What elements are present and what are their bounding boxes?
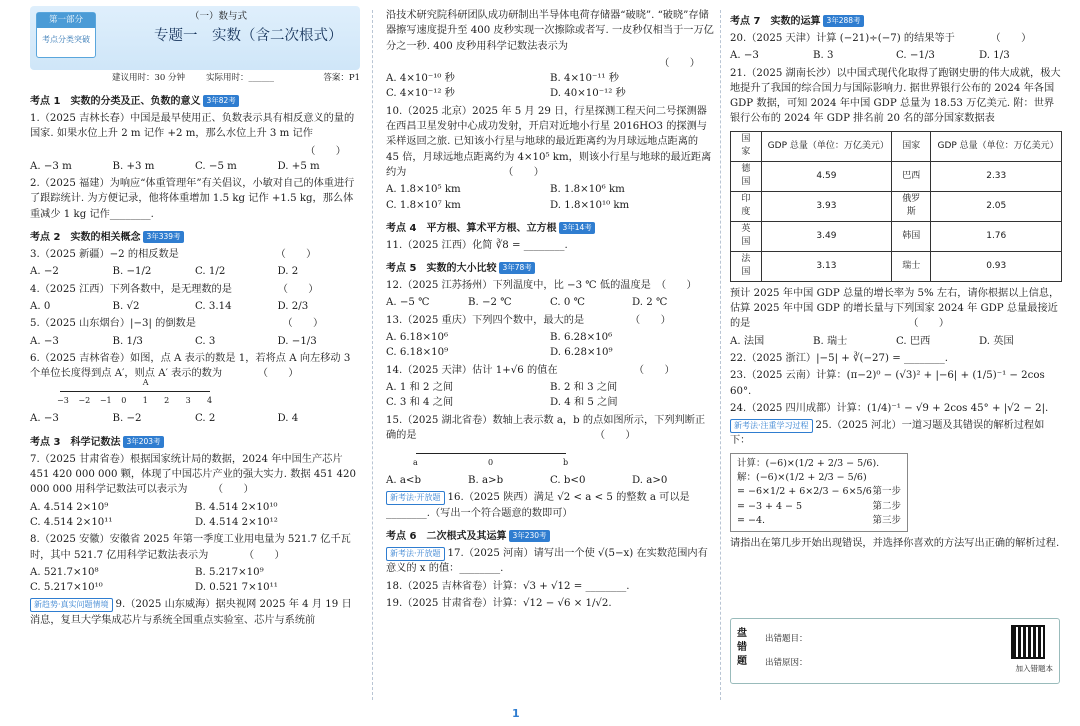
option: A. −5 ℃ xyxy=(386,297,430,309)
option: D. 英国 xyxy=(979,335,1014,347)
question-text: 18.（2025 吉林省卷）计算：√3 + √12 = ________. xyxy=(386,580,630,592)
frequency-badge: 3年288考 xyxy=(823,15,863,27)
option: D. 40×10⁻¹² 秒 xyxy=(550,88,626,100)
question-tag: 新考法·开放题 xyxy=(386,491,445,505)
option-list xyxy=(30,334,360,349)
option: B. 2 和 3 之间 xyxy=(550,381,618,393)
option: C. 3.14 xyxy=(195,300,232,312)
frequency-badge: 3年14考 xyxy=(559,222,594,234)
option: D. +5 m xyxy=(277,160,320,172)
option-list xyxy=(730,48,1062,63)
question-text: 9.（2025 山东威海）据央视网 2025 年 4 月 19 日消息，复旦大学集成芯片与系统全国重点实验室、芯片与系统前 xyxy=(30,599,352,626)
table-cell: 韩国 xyxy=(892,221,931,251)
table-row xyxy=(731,191,1062,221)
table-cell: 印度 xyxy=(731,191,762,221)
option: A. 6.18×10⁶ xyxy=(386,332,449,344)
option: C. −5 m xyxy=(195,160,237,172)
question xyxy=(386,579,714,594)
option: B. −2 ℃ xyxy=(468,297,512,309)
question-text: 22.（2025 浙江）|−5| + ∛(−27) = ________. xyxy=(730,352,948,364)
part-tag-top: 第一部分 xyxy=(37,13,95,28)
question xyxy=(30,351,360,382)
question xyxy=(386,8,714,54)
option-list xyxy=(386,182,714,213)
section-title-text: 考点 4 平方根、算术平方根、立方根 xyxy=(386,222,557,234)
number-line-axis xyxy=(60,391,210,392)
question xyxy=(30,597,360,628)
table-cell: 法国 xyxy=(731,251,762,281)
section-header xyxy=(30,6,360,70)
option: C. 0 ℃ xyxy=(550,297,586,309)
qr-code-icon[interactable] xyxy=(1011,625,1045,659)
number-line-tick-label: 3 xyxy=(185,396,191,406)
table-cell: 0.93 xyxy=(931,251,1062,281)
option: C. 2 xyxy=(195,413,216,425)
table-row xyxy=(731,251,1062,281)
part-tag-bottom: 考点分类突破 xyxy=(42,35,90,44)
number-line-axis xyxy=(416,453,566,454)
option: B. 4×10⁻¹¹ 秒 xyxy=(550,73,619,85)
option: B. a>b xyxy=(468,475,504,487)
question xyxy=(30,452,360,498)
option: D. −1/3 xyxy=(277,335,317,347)
question xyxy=(386,363,714,378)
number-line xyxy=(413,445,714,471)
table-cell: 3.49 xyxy=(761,221,891,251)
option-list xyxy=(30,500,360,531)
question xyxy=(730,286,1062,332)
option: B. 5.217×10⁹ xyxy=(195,566,264,578)
table-row xyxy=(731,161,1062,191)
question-text: 25.（2025 河北）一道习题及其错误的解析过程如下： xyxy=(730,420,1045,447)
step-expression: = −4. xyxy=(737,514,766,526)
question xyxy=(30,282,360,297)
question-text: 沿技术研究院科研团队成功研制出半导体电荷存储器“破晓”. “破晓”存储器擦写速度提升至 400 皮秒实现一次擦除或者写. 一皮秒仅相当于一万亿分之一秒. 400 皮秒用科学记数法表示为 xyxy=(386,10,714,52)
question-text: 6.（2025 吉林省卷）如图，点 A 表示的数是 1，若将点 A 向左移动 3 个单位长度得到点 A′，则点 A′ 表示的数为 （ ） xyxy=(30,352,351,380)
step-label: 第一步 xyxy=(872,486,901,498)
question xyxy=(730,401,1062,416)
question xyxy=(730,31,1062,46)
frequency-badge: 3年203考 xyxy=(123,436,163,448)
question xyxy=(730,351,1062,366)
answer-ref: 答案：P1 xyxy=(323,73,360,83)
question xyxy=(30,316,360,331)
option: D. 4.514 2×10¹² xyxy=(195,516,278,528)
option: C. 4×10⁻¹² 秒 xyxy=(386,88,455,100)
frequency-badge: 3年230考 xyxy=(509,530,549,542)
number-line-tick-label: a xyxy=(413,458,418,468)
option: A. −3 m xyxy=(30,160,72,172)
frequency-badge: 3年78考 xyxy=(499,262,534,274)
question xyxy=(386,313,714,328)
number-line-tick-label: 1 xyxy=(142,396,148,406)
question xyxy=(730,368,1062,399)
column-1 xyxy=(30,6,360,630)
option: D. 4 xyxy=(277,413,299,425)
table-header: GDP 总量（单位：万亿美元） xyxy=(761,131,891,161)
question-text: 14.（2025 天津）估计 1+√6 的值在 （ ） xyxy=(386,364,675,376)
question-text: 19.（2025 甘肃省卷）计算：√12 − √6 × 1/√2. xyxy=(386,597,612,609)
option: D. a>0 xyxy=(632,475,668,487)
step-label: 第二步 xyxy=(872,500,901,512)
option: D. 1/3 xyxy=(979,50,1010,62)
option: B. 1/3 xyxy=(112,335,143,347)
option: C. 6.18×10⁹ xyxy=(386,347,449,359)
page-number: 1 xyxy=(512,707,520,720)
notebook-line-1: 出错题目： xyxy=(765,634,808,644)
section-title xyxy=(730,14,1062,29)
section-title xyxy=(30,94,360,109)
question-text: 3.（2025 新疆）−2 的相反数是 （ ） xyxy=(30,249,317,261)
option-list xyxy=(386,330,714,361)
number-line-tick-label: −3 xyxy=(57,396,69,406)
option: D. 0.521 7×10¹¹ xyxy=(195,582,278,594)
option: D. 6.28×10⁹ xyxy=(550,347,613,359)
option: B. −2 xyxy=(112,413,142,425)
question-text: 21.（2025 湖南长沙）以中国式现代化取得了跑钢史册的伟大成就，极大地提升了我国的综合国力与国际影响力. 据世界银行公布的 2024 年各国 GDP 数据，可知 2024 年中国 GDP 总量为 18.53 万亿美元. 附：世界银行公布的 2024 年 GDP 排名前 20 名的部分国家数据表 xyxy=(730,67,1061,125)
option-list xyxy=(30,565,360,596)
section-title xyxy=(386,261,714,276)
table-cell: 瑞士 xyxy=(892,251,931,281)
option-list xyxy=(386,71,714,102)
option: C. 4.514 2×10¹¹ xyxy=(30,516,113,528)
suggested-time: 建议用时：30 分钟 xyxy=(112,73,186,83)
question xyxy=(386,104,714,180)
number-line-tick-label: 0 xyxy=(121,396,127,406)
option: C. −1/3 xyxy=(896,50,935,62)
solution-step xyxy=(737,500,901,514)
option-list xyxy=(386,473,714,488)
question xyxy=(30,247,360,262)
table-cell: 英国 xyxy=(731,221,762,251)
column-3 xyxy=(730,6,1062,673)
number-line-tick-label: −2 xyxy=(78,396,91,406)
number-line-tick-label: 2 xyxy=(164,396,170,406)
question-text: 2.（2025 福建）为响应“体重管理年”有关倡议，小敏对自己的体重进行了跟踪统计. 为方便记录，他将体重增加 1.5 kg 记作 +1.5 kg，那么体重减少 1 kg 记作________. xyxy=(30,178,355,220)
option-list xyxy=(30,159,360,174)
section-title-text: 考点 1 实数的分类及正、负数的意义 xyxy=(30,96,201,107)
column-divider xyxy=(720,10,721,700)
question-text: 12.（2025 江苏扬州）下列温度中，比 −3 ℃ 低的温度是 （ ） xyxy=(386,280,697,292)
option: A. −2 xyxy=(30,266,59,278)
section-title-text: 考点 5 实数的大小比较 xyxy=(386,263,497,275)
option: A. −3 xyxy=(30,413,59,425)
question-text: 13.（2025 重庆）下列四个数中，最大的是 （ ） xyxy=(386,314,671,326)
answer-paren: （ ） xyxy=(305,145,346,157)
option: C. 1/2 xyxy=(195,266,226,278)
step-expression: = −6×1/2 + 6×2/3 − 6×5/6 xyxy=(737,486,872,498)
table-header-row xyxy=(731,131,1062,161)
question-text: 预计 2025 年中国 GDP 总量的增长率为 5% 左右，请你根据以上信息，估算 2025 年中国 GDP 的增长量与下列国家 2024 年 GDP 总量最接近的是 （ ） xyxy=(730,287,1060,330)
option: B. 3 xyxy=(813,50,834,62)
page xyxy=(18,6,1064,706)
option: A. 521.7×10⁸ xyxy=(30,566,99,578)
option: C. b<0 xyxy=(550,475,586,487)
table-cell: 俄罗斯 xyxy=(892,191,931,221)
option-list xyxy=(386,295,714,310)
solution-step xyxy=(737,485,901,499)
solution-box xyxy=(730,453,908,532)
question-text: 请指出在第几步开始出现错误，并选择你喜欢的方法写出正确的解析过程. xyxy=(730,538,1060,549)
option: B. 瑞士 xyxy=(813,335,848,347)
section-title xyxy=(386,529,714,544)
question xyxy=(730,536,1062,551)
part-tag xyxy=(36,12,96,58)
question xyxy=(386,413,714,444)
number-line-tick-label: 4 xyxy=(207,396,213,406)
option: B. +3 m xyxy=(112,160,155,172)
frequency-badge: 3年339考 xyxy=(143,231,183,243)
column-2-body xyxy=(386,8,714,611)
option: A. 4.514 2×10⁹ xyxy=(30,501,109,513)
question-text: 11.（2025 江西）化简 ∛8 = ________. xyxy=(386,239,568,251)
question-text: 16.（2025 陕西）满足 √2 < a < 5 的整数 a 可以是________.（写出一个符合题意的数即可） xyxy=(386,492,690,519)
option: D. 2 xyxy=(277,266,299,278)
question-text: 20.（2025 天津）计算 (−21)÷(−7) 的结果等于 （ ） xyxy=(730,33,1032,44)
table-cell: 1.76 xyxy=(931,221,1062,251)
number-line xyxy=(57,378,360,409)
section-title xyxy=(30,230,360,245)
table-cell: 德国 xyxy=(731,161,762,191)
solution-line: 解：(−6)×(1/2 + 2/3 − 5/6) xyxy=(737,472,867,483)
option: C. 3 xyxy=(195,335,216,347)
question xyxy=(386,596,714,611)
question xyxy=(30,532,360,563)
option: A. 法国 xyxy=(730,335,765,347)
qr-caption: 加入错题本 xyxy=(1015,664,1053,673)
question-text: 4.（2025 江西）下列各数中，是无理数的是 （ ） xyxy=(30,283,319,295)
step-expression: = −3 + 4 − 5 xyxy=(737,500,803,512)
gdp-table xyxy=(730,131,1062,282)
option-list xyxy=(30,264,360,279)
question-text: 10.（2025 北京）2025 年 5 月 29 日，行星探测工程天问二号探测器在西昌卫星发射中心成功发射，开启对近地小行星 2016HO3 的探测与采样返回之旅. 已知该小行星与地球的最近距离约为月球远地点距离的 45 倍，月球远地点距离约为 4×10⁵ km，则该小行星与地球的最近距离约为 （ ） xyxy=(386,105,712,178)
section-title-text: 考点 6 二次根式及其运算 xyxy=(386,531,507,543)
table-cell: 2.33 xyxy=(931,161,1062,191)
question xyxy=(386,546,714,577)
section-title-text: 考点 2 实数的相关概念 xyxy=(30,232,141,244)
table-cell: 4.59 xyxy=(761,161,891,191)
table-header: 国家 xyxy=(731,131,762,161)
table-row xyxy=(731,221,1062,251)
option: B. −1/2 xyxy=(112,266,152,278)
option: C. 5.217×10¹⁰ xyxy=(30,582,103,594)
table-header: 国家 xyxy=(892,131,931,161)
option: C. 1.8×10⁷ km xyxy=(386,199,461,211)
table-cell: 3.93 xyxy=(761,191,891,221)
question xyxy=(730,66,1062,127)
option: B. 4.514 2×10¹⁰ xyxy=(195,501,278,513)
table-cell: 2.05 xyxy=(931,191,1062,221)
solution-line: 计算：(−6)×(1/2 + 2/3 − 5/6). xyxy=(737,457,880,469)
question xyxy=(386,278,714,293)
section-title xyxy=(386,221,714,236)
mistake-notebook xyxy=(730,618,1060,684)
number-line-tick-label: −1 xyxy=(99,396,112,406)
answer-paren: （ ） xyxy=(659,57,700,69)
option-list xyxy=(386,380,714,411)
notebook-label: 盘错题 xyxy=(737,628,747,667)
option-list xyxy=(30,299,360,314)
section-title-text: 考点 3 科学记数法 xyxy=(30,436,121,448)
option: B. 6.28×10⁶ xyxy=(550,332,613,344)
question xyxy=(386,490,714,521)
option: A. −3 xyxy=(730,50,759,62)
number-line-tick-label: b xyxy=(563,458,569,468)
question-tag: 新趋势·真实问题情境 xyxy=(30,598,113,612)
question xyxy=(30,111,360,142)
table-cell: 巴西 xyxy=(892,161,931,191)
option: B. √2 xyxy=(112,300,140,312)
frequency-badge: 3年82考 xyxy=(203,95,238,107)
column-2 xyxy=(386,6,714,613)
option: A. a<b xyxy=(386,475,421,487)
column-1-body xyxy=(30,94,360,628)
question-text: 7.（2025 甘肃省卷）根据国家统计局的数据，2024 年中国生产芯片 451 420 000 000 颗，体现了中国芯片产业的强大实力. 数据 451 420 000 000 用科学记数法可以表示为 （ ） xyxy=(30,453,356,496)
option: D. 2 ℃ xyxy=(632,297,668,309)
section-subtitle: （一）数与式 xyxy=(190,11,248,22)
question-tag: 新考法·注重学习过程 xyxy=(730,419,813,433)
number-line-tick-label: 0 xyxy=(488,458,494,468)
option: A. 1.8×10⁵ km xyxy=(386,184,461,196)
question-tag: 新考法·开放题 xyxy=(386,547,445,561)
option: A. 0 xyxy=(30,300,51,312)
column-3-body xyxy=(730,14,1062,551)
option: A. −3 xyxy=(30,335,59,347)
option: D. 1.8×10¹⁰ km xyxy=(550,199,630,211)
question-text: 8.（2025 安徽）安徽省 2025 年第一季度工业用电量为 521.7 亿千瓦时，其中 521.7 亿用科学记数法表示为 （ ） xyxy=(30,534,351,561)
table-cell: 3.13 xyxy=(761,251,891,281)
page-title: 专题一 实数（含二次根式） xyxy=(154,28,343,44)
option: A. 1 和 2 之间 xyxy=(386,381,454,393)
notebook-line-2: 出错原因： xyxy=(765,658,808,668)
question-text: 15.（2025 湖北省卷）数轴上表示数 a，b 的点如图所示，下列判断正确的是 （ ） xyxy=(386,414,706,441)
question-text: 17.（2025 河南）请写出一个使 √(5−x) 在实数范围内有意义的 x 的值：________. xyxy=(386,548,708,575)
option-list xyxy=(30,411,360,426)
question-text: 5.（2025 山东烟台）|−3| 的倒数是 （ ） xyxy=(30,318,324,330)
column-divider xyxy=(372,10,373,700)
question xyxy=(386,238,714,253)
section-title-text: 考点 7 实数的运算 xyxy=(730,16,821,27)
question-text: 1.（2025 吉林长春）中国是最早使用正、负数表示具有相反意义的量的国家. 如果水位上升 2 m 记作 +2 m，那么水位上升 3 m 记作 xyxy=(30,113,355,140)
question-text: 24.（2025 四川成都）计算：(1/4)⁻¹ − √9 + 2cos 45° + |√2 − 2|. xyxy=(730,402,1049,414)
actual-time: 实际用时：______ xyxy=(206,73,275,83)
section-title xyxy=(30,435,360,450)
step-label: 第三步 xyxy=(872,514,901,526)
option: B. 1.8×10⁶ km xyxy=(550,184,625,196)
option: D. 4 和 5 之间 xyxy=(550,397,618,409)
meta-row xyxy=(30,70,360,86)
option-list xyxy=(730,334,1062,349)
option: C. 3 和 4 之间 xyxy=(386,397,454,409)
table-header: GDP 总量（单位：万亿美元） xyxy=(931,131,1062,161)
question xyxy=(730,418,1062,449)
solution-steps xyxy=(737,485,901,528)
number-line-point-label: A xyxy=(142,378,149,388)
question-text: 23.（2025 云南）计算：(π−2)⁰ − (√3)² + |−6| + (1/5)⁻¹ − 2cos 60°. xyxy=(730,370,1045,397)
option: C. 巴西 xyxy=(896,335,931,347)
option: A. 4×10⁻¹⁰ 秒 xyxy=(386,73,455,85)
question xyxy=(30,176,360,222)
solution-step xyxy=(737,514,901,528)
option: D. 2/3 xyxy=(277,300,309,312)
